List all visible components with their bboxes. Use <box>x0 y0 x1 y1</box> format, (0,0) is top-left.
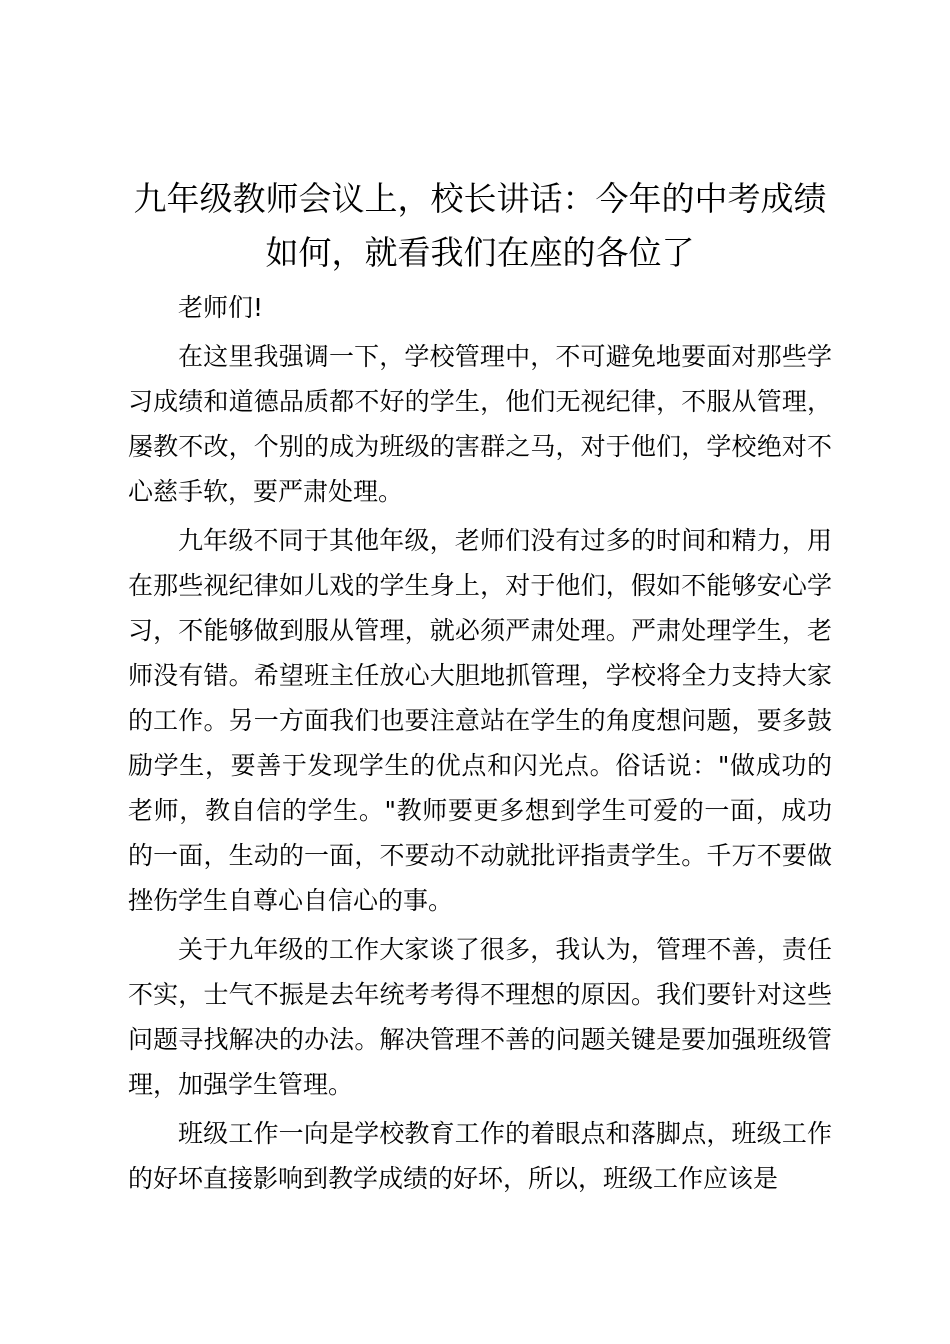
paragraph-2: 九年级不同于其他年级，老师们没有过多的时间和精力，用在那些视纪律如儿戏的学生身上，对于他们，假如不能够安心学习，不能够做到服从管理，就必须严肃处理。严肃处理学生，老师没有错。希望班主任放心大胆地抓管理，学校将全力支持大家的工作。另一方面我们也要注意站在学生的角度想问题，要多鼓励学生，要善于发现学生的优点和闪光点。俗话说："做成功的老师，教自信的学生。"教师要更多想到学生可爱的一面，成功的一面，生动的一面，不要动不动就批评指责学生。千万不要做挫伤学生自尊心自信心的事。 <box>128 526 832 915</box>
document-body <box>128 172 832 1201</box>
paragraph-4: 班级工作一向是学校教育工作的着眼点和落脚点，班级工作的好坏直接影响到教学成绩的好坏，所以，班级工作应该是 <box>128 1119 832 1193</box>
salutation: 老师们! <box>178 293 264 322</box>
document-title: 九年级教师会议上，校长讲话：今年的中考成绩如何，就看我们在座的各位了 <box>133 179 827 272</box>
paragraph-1: 在这里我强调一下，学校管理中，不可避免地要面对那些学习成绩和道德品质都不好的学生，他们无视纪律，不服从管理，屡教不改，个别的成为班级的害群之马，对于他们，学校绝对不心慈手软，要严肃处理。 <box>128 342 832 506</box>
paragraph-3: 关于九年级的工作大家谈了很多，我认为，管理不善，责任不实，士气不振是去年统考考得不理想的原因。我们要针对这些问题寻找解决的办法。解决管理不善的问题关键是要加强班级管理，加强学生管理。 <box>128 935 832 1099</box>
